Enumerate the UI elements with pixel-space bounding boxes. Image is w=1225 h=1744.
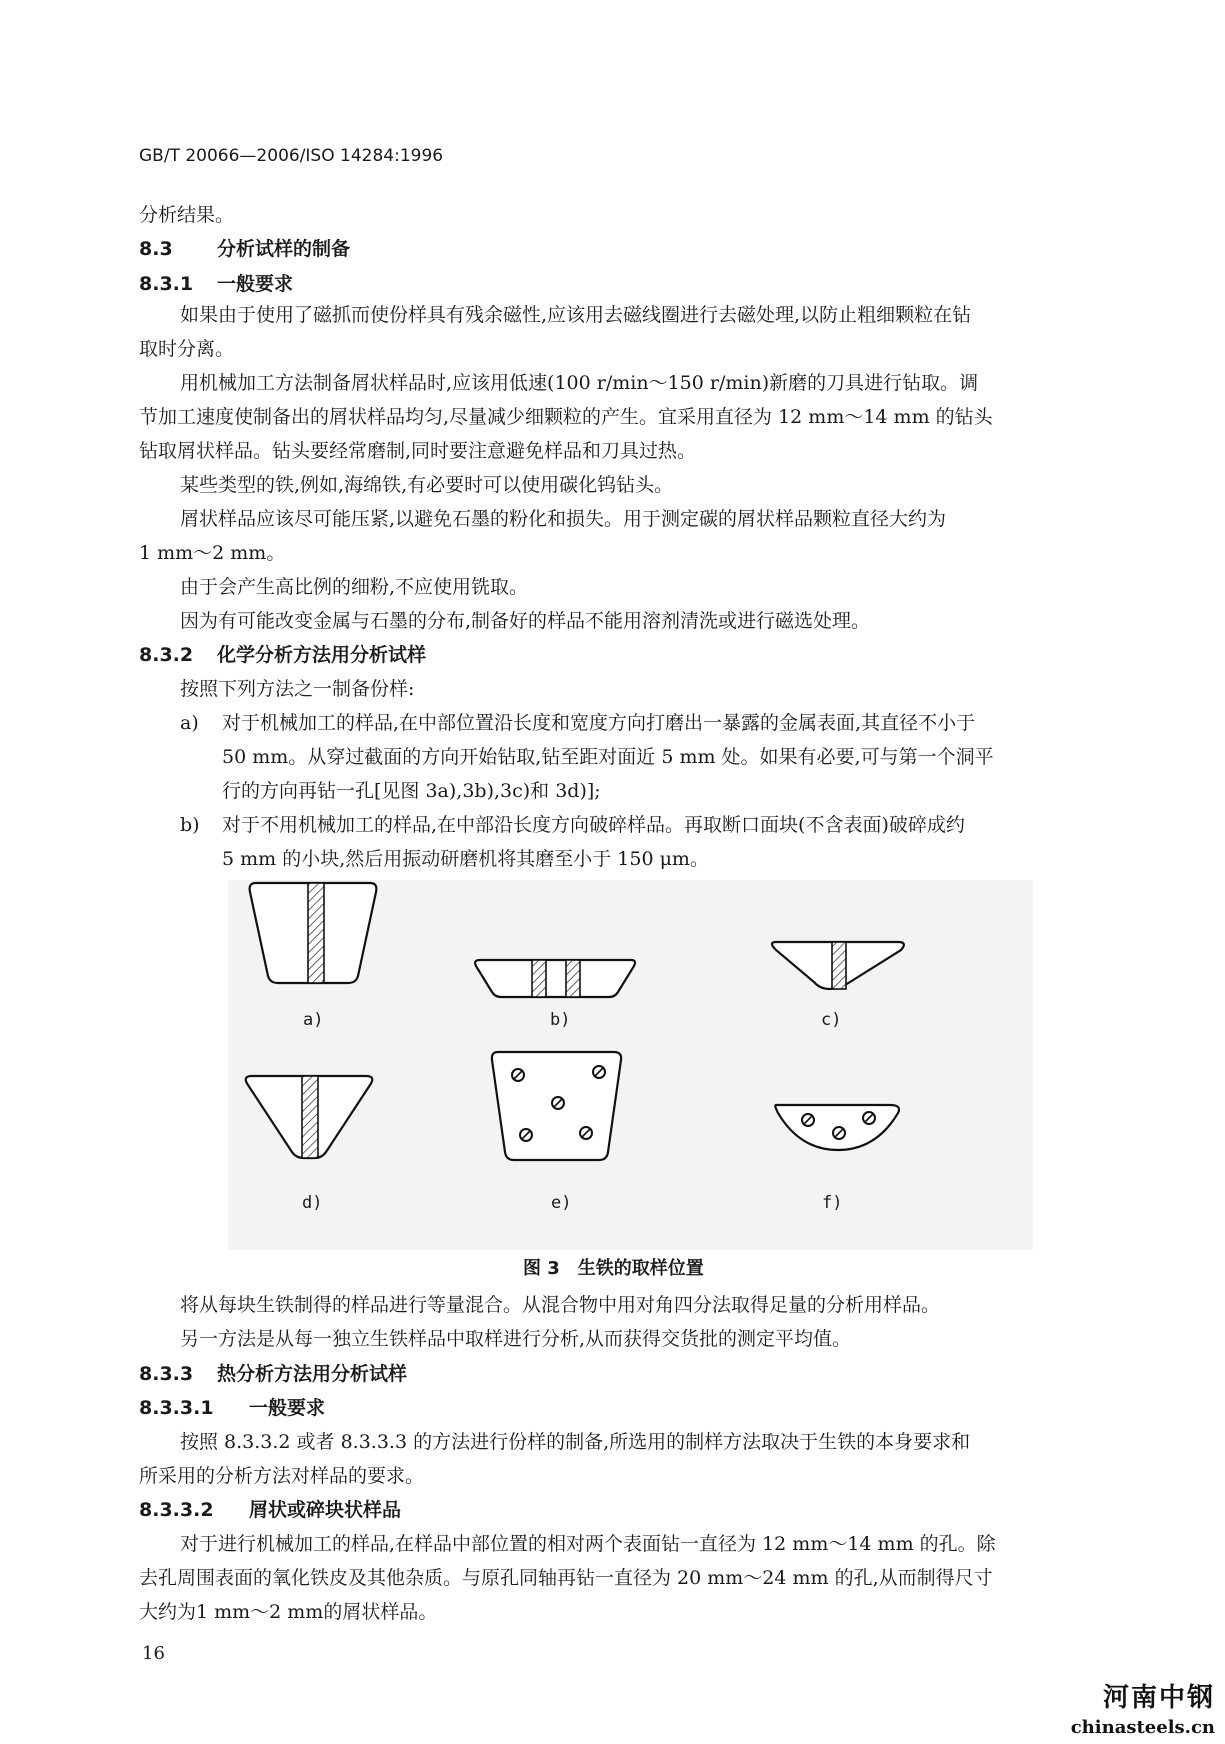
figure-label-b: b)	[550, 1010, 571, 1030]
paragraph-line: 屑状样品应该尽可能压紧,以避免石墨的粉化和损失。用于测定碳的屑状样品颗粒直径大约为	[180, 508, 947, 530]
shape-a	[250, 883, 377, 983]
paragraph-line: 钻取屑状样品。钻头要经常磨制,同时要注意避免样品和刀具过热。	[139, 440, 697, 462]
heading-8-3-3	[139, 1362, 407, 1386]
paragraph-line: 按照下列方法之一制备份样:	[180, 678, 415, 700]
list-item-line: 对于不用机械加工的样品,在中部沿长度方向破碎样品。再取断口面块(不含表面)破碎成约	[222, 814, 965, 836]
paragraph-line: 去孔周围表面的氧化铁皮及其他杂质。与原孔同轴再钻一直径为 20 mm～24 mm 的孔,从而制得尺寸	[139, 1567, 993, 1589]
paragraph-line: 如果由于使用了磁抓而使份样具有残余磁性,应该用去磁线圈进行去磁处理,以防止粗细颗粒在钻	[180, 304, 972, 326]
paragraph-line: 将从每块生铁制得的样品进行等量混合。从混合物中用对角四分法取得足量的分析用样品。	[180, 1294, 941, 1316]
heading-title: 一般要求	[249, 1397, 326, 1419]
paragraph-line: 1 mm～2 mm。	[139, 542, 286, 564]
heading-8-3-1	[139, 272, 293, 296]
paragraph-line: 因为有可能改变金属与石墨的分布,制备好的样品不能用溶剂清洗或进行磁选处理。	[180, 610, 871, 632]
figure-label-e: e)	[551, 1193, 572, 1213]
heading-number: 8.3.3.1	[139, 1397, 214, 1419]
paragraph-line: 取时分离。	[139, 338, 235, 360]
heading-number: 8.3.2	[139, 644, 194, 666]
paragraph-line: 某些类型的铁,例如,海绵铁,有必要时可以使用碳化钨钻头。	[180, 474, 674, 496]
heading-number: 8.3.1	[139, 273, 194, 295]
heading-8-3-3-2	[139, 1498, 401, 1522]
shape-f	[775, 1105, 899, 1150]
list-item-line: 50 mm。从穿过截面的方向开始钻取,钻至距对面近 5 mm 处。如果有必要,可与第一个洞平	[222, 746, 994, 768]
list-item-label: b)	[180, 814, 200, 836]
heading-8-3-2	[139, 643, 426, 667]
paragraph-line: 另一方法是从每一独立生铁样品中取样进行分析,从而获得交货批的测定平均值。	[180, 1328, 852, 1350]
paragraph-line: 对于进行机械加工的样品,在样品中部位置的相对两个表面钻一直径为 12 mm～14 mm 的孔。除	[180, 1533, 996, 1555]
shape-d	[246, 1076, 373, 1158]
heading-title: 屑状或碎块状样品	[249, 1499, 402, 1521]
text-line: 分析结果。	[139, 204, 235, 226]
shape-c	[772, 942, 904, 989]
paragraph-line: 用机械加工方法制备屑状样品时,应该用低速(100 r/min～150 r/min)新磨的刀具进行钻取。调	[180, 372, 979, 394]
heading-title: 化学分析方法用分析试样	[217, 644, 427, 666]
heading-title: 热分析方法用分析试样	[217, 1363, 408, 1385]
paragraph-line: 所采用的分析方法对样品的要求。	[139, 1465, 425, 1487]
list-item-line: 5 mm 的小块,然后用振动研磨机将其磨至小于 150 μm。	[222, 848, 709, 870]
figure-label-c: c)	[821, 1010, 842, 1030]
figure-3	[228, 880, 1033, 1250]
standard-number: GB/T 20066—2006/ISO 14284:1996	[139, 146, 444, 166]
figure-label-d: d)	[302, 1193, 323, 1213]
paragraph-line: 大约为1 mm～2 mm的屑状样品。	[139, 1601, 438, 1623]
paragraph-line: 按照 8.3.3.2 或者 8.3.3.3 的方法进行份样的制备,所选用的制样方法取决于生铁的本身要求和	[180, 1431, 971, 1453]
paragraph-line: 由于会产生高比例的细粉,不应使用铣取。	[180, 576, 529, 598]
list-item-line: 对于机械加工的样品,在中部位置沿长度和宽度方向打磨出一暴露的金属表面,其直径不小于	[222, 712, 976, 734]
paragraph-line: 节加工速度使制备出的屑状样品均匀,尽量减少细颗粒的产生。宜采用直径为 12 mm～14 mm 的钻头	[139, 406, 993, 428]
heading-number: 8.3	[139, 238, 173, 260]
page-number: 16	[142, 1643, 165, 1664]
heading-number: 8.3.3.2	[139, 1499, 214, 1521]
heading-title: 一般要求	[217, 273, 294, 295]
heading-8-3-3-1	[139, 1396, 325, 1420]
shape-b	[475, 960, 635, 997]
figure-caption: 图 3 生铁的取样位置	[523, 1258, 704, 1279]
list-item-line: 行的方向再钻一孔[见图 3a),3b),3c)和 3d)];	[222, 780, 601, 802]
shape-e	[492, 1052, 621, 1160]
figure-label-a: a)	[303, 1010, 324, 1030]
heading-number: 8.3.3	[139, 1363, 194, 1385]
figure-3-drawing	[228, 880, 1033, 1230]
watermark-url: chinasteels.cn	[1070, 1717, 1215, 1738]
heading-8-3	[139, 237, 350, 261]
watermark-logo-text: 河南中钢	[1102, 1683, 1215, 1713]
figure-label-f: f)	[822, 1193, 843, 1213]
heading-title: 分析试样的制备	[217, 238, 351, 260]
list-item-label: a)	[180, 712, 199, 734]
